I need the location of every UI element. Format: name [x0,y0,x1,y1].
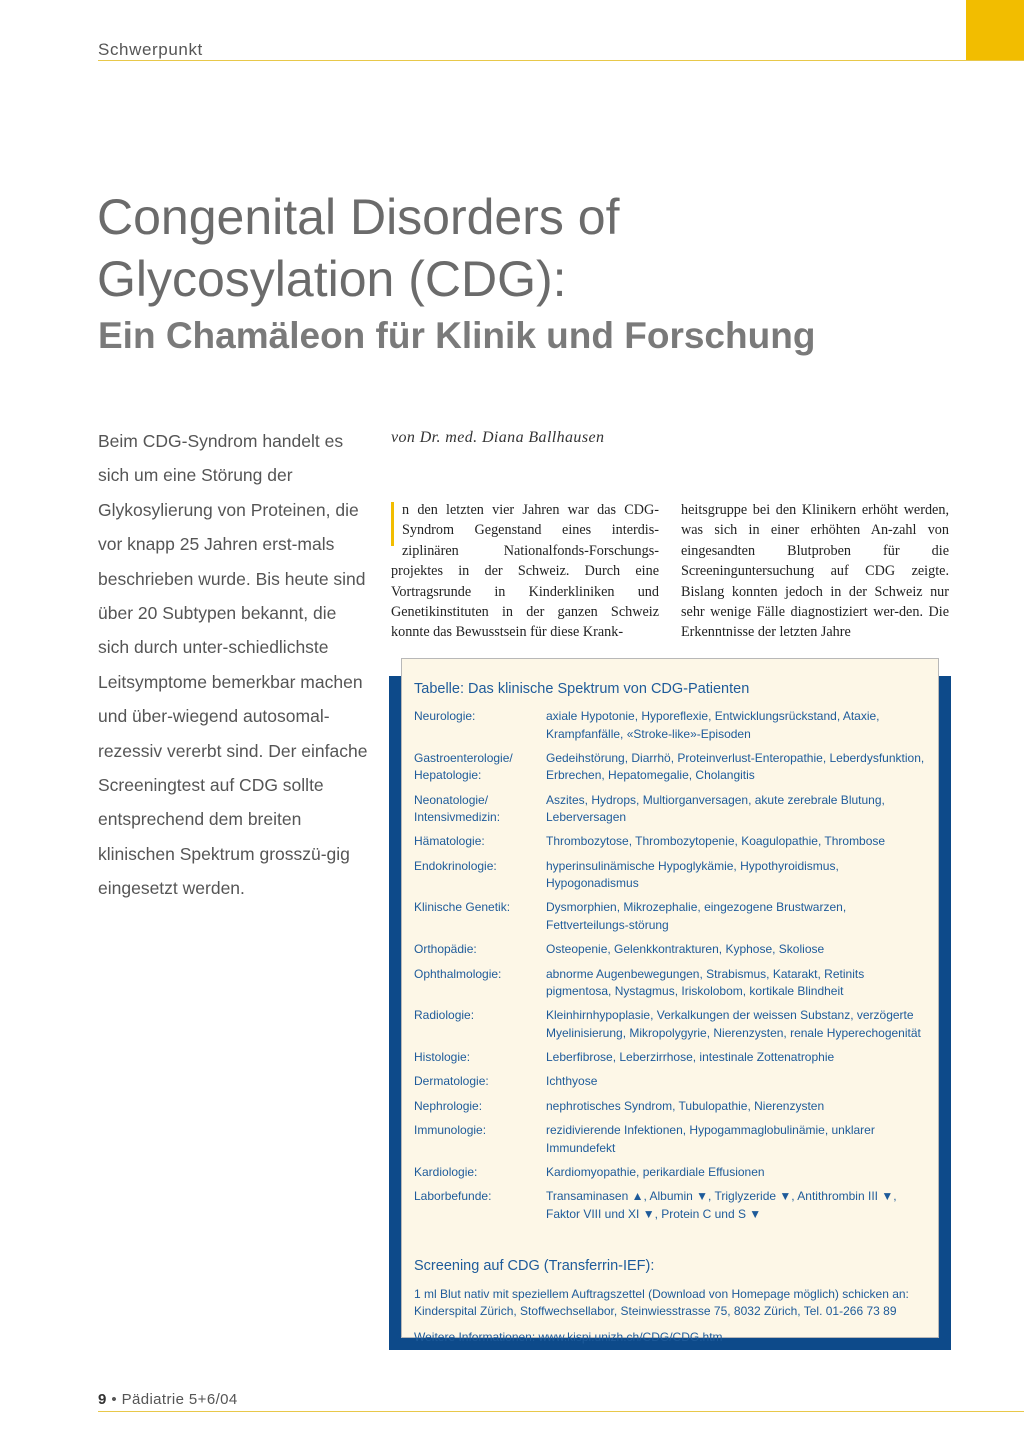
row-value: Dysmorphien, Mikrozephalie, eingezogene Brustwarzen, Fettverteilungs-störung [546,900,847,932]
article-title: Congenital Disorders of Glycosylation (CDG): [97,189,620,307]
body-text-1: n den letzten vier Jahren war das CDG-Syndrom Gegenstand eines interdis-ziplinären Nationalfonds-Forschungs-projektes in der Schweiz. Durch eine Vortragsrunde in Kinderkliniken und Genetikinstituten in der ganzen Schweiz konnte das Bewusstsein für diese Krank- [391,502,659,641]
row-label: Neonatologie/ Intensivmedizin: [414,792,501,825]
lead-paragraph: Beim CDG-Syndrom handelt es sich um eine Störung der Glykosylierung von Proteinen, die vor knapp 25 Jahren erst-mals beschrieben wurde. Bis heute sind über 20 Subtypen bekannt, die sich durch unter-schiedlichste Leitsymptome bemerkbar machen und über-wiegend autosomal-rezessiv vererbt sind. Der einfache Screeningtest auf CDG sollte entsprechend dem breiten klinischen Spektrum grosszü-gig eingesetzt werden. [98,431,368,899]
footer-separator: • [111,1391,117,1408]
row-value: Kleinhirnhypoplasie, Verkalkungen der weissen Substanz, verzögerte Myelinisierung, Mikropolygyrie, Nierenzysten, renale Hyperechogenität [546,1008,921,1040]
page-number: 9 [98,1391,107,1408]
row-label: Ophthalmologie: [414,966,502,981]
row-value: Osteopenie, Gelenkkontrakturen, Kyphose, Skoliose [546,942,825,957]
body-column-1 [391,500,659,643]
row-label: Nephrologie: [414,1098,483,1113]
corner-color-tab [966,0,1024,60]
table-row [414,708,926,743]
table-row [414,833,926,851]
table-row [414,1049,926,1067]
row-value: abnorme Augenbewegungen, Strabismus, Katarakt, Retinits pigmentosa, Nystagmus, Iriskolobom, kortikale Blindheit [546,966,865,999]
table-row [414,941,926,959]
row-value: Ichthyose [546,1074,598,1089]
row-value: axiale Hypotonie, Hyporeflexie, Entwicklungsrückstand, Ataxie, Krampfanfälle, «Stroke-like»-Episoden [546,709,880,741]
row-label: Endokrinologie: [414,858,497,873]
row-value: rezidivierende Infektionen, Hypogammaglobulinämie, unklarer Immundefekt [546,1123,875,1155]
header-rule [98,60,1024,61]
row-value: Gedeihstörung, Diarrhö, Proteinverlust-Enteropathie, Leberdysfunktion, Erbrechen, Hepatomegalie, Cholangitis [546,750,925,783]
table-row [414,1188,926,1223]
row-label: Orthopädie: [414,942,477,957]
table-row [414,1098,926,1116]
table-rows [414,708,926,1230]
row-value: Transaminasen ▲, Albumin ▼, Triglyzeride ▼, Antithrombin III ▼, Faktor VIII und XI ▼, Protein C und S ▼ [546,1189,897,1221]
row-label: Histologie: [414,1050,471,1065]
page-footer [98,1391,238,1408]
drop-cap-i [391,502,394,546]
row-label: Klinische Genetik: [414,900,511,915]
clinical-spectrum-box [401,658,939,1344]
row-value: Kardiomyopathie, perikardiale Effusionen [546,1164,765,1179]
row-value: Leberfibrose, Leberzirrhose, intestinale Zottenatrophie [546,1050,835,1065]
screening-text: 1 ml Blut nativ mit speziellem Auftragszettel (Download von Homepage möglich) schicken an: Kinderspital Zürich, Stoffwechsellabor, Steinwiesstrasse 75, 8032 Zürich, Tel. 01-266 73 89 [414,1286,909,1319]
screening-info-link[interactable]: Weitere Informationen: www.kispi.unizh.ch/CDG/CDG.htm [414,1329,723,1344]
row-label: Kardiologie: [414,1164,478,1179]
table-row [414,1007,926,1042]
screening-title: Screening auf CDG (Transferrin-IEF): [414,1257,655,1274]
table-row [414,858,926,893]
author-byline: von Dr. med. Diana Ballhausen [391,429,605,446]
row-label: Immunologie: [414,1123,487,1138]
row-label: Laborbefunde: [414,1189,492,1204]
row-label: Neurologie: [414,709,476,723]
row-value: Aszites, Hydrops, Multiorganversagen, akute zerebrale Blutung, Leberversagen [546,792,885,825]
row-label: Dermatologie: [414,1074,489,1089]
table-row [414,1122,926,1157]
row-label: Gastroenterologie/ Hepatologie: [414,750,513,783]
table-row [414,966,926,1001]
journal-issue: Pädiatrie 5+6/04 [121,1391,238,1408]
table-row [414,792,926,827]
row-value: hyperinsulinämische Hypoglykämie, Hypothyroidismus, Hypogonadismus [546,858,839,891]
table-row [414,899,926,934]
row-value: nephrotisches Syndrom, Tubulopathie, Nierenzysten [546,1098,825,1113]
body-column-2: heitsgruppe bei den Klinikern erhöht werden, was sich in einer erhöhten An-zahl von eingesandten Blutproben für die Screeninguntersuchung auf CDG zeigte. Bislang konnten jedoch in der Schweiz nur sehr wenige Fälle diagnostiziert wer-den. Die Erkenntnisse der letzten Jahre [681,502,949,641]
footer-rule [98,1411,1024,1412]
table-row [414,750,926,785]
table-row [414,1073,926,1091]
article-subtitle: Ein Chamäleon für Klinik und Forschung [98,315,816,356]
row-label: Hämatologie: [414,834,485,849]
section-label: Schwerpunkt [98,40,203,59]
row-value: Thrombozytose, Thrombozytopenie, Koagulopathie, Thrombose [546,834,886,849]
table-row [414,1164,926,1182]
table-title: Tabelle: Das klinische Spektrum von CDG-Patienten [414,681,750,697]
row-label: Radiologie: [414,1008,475,1023]
